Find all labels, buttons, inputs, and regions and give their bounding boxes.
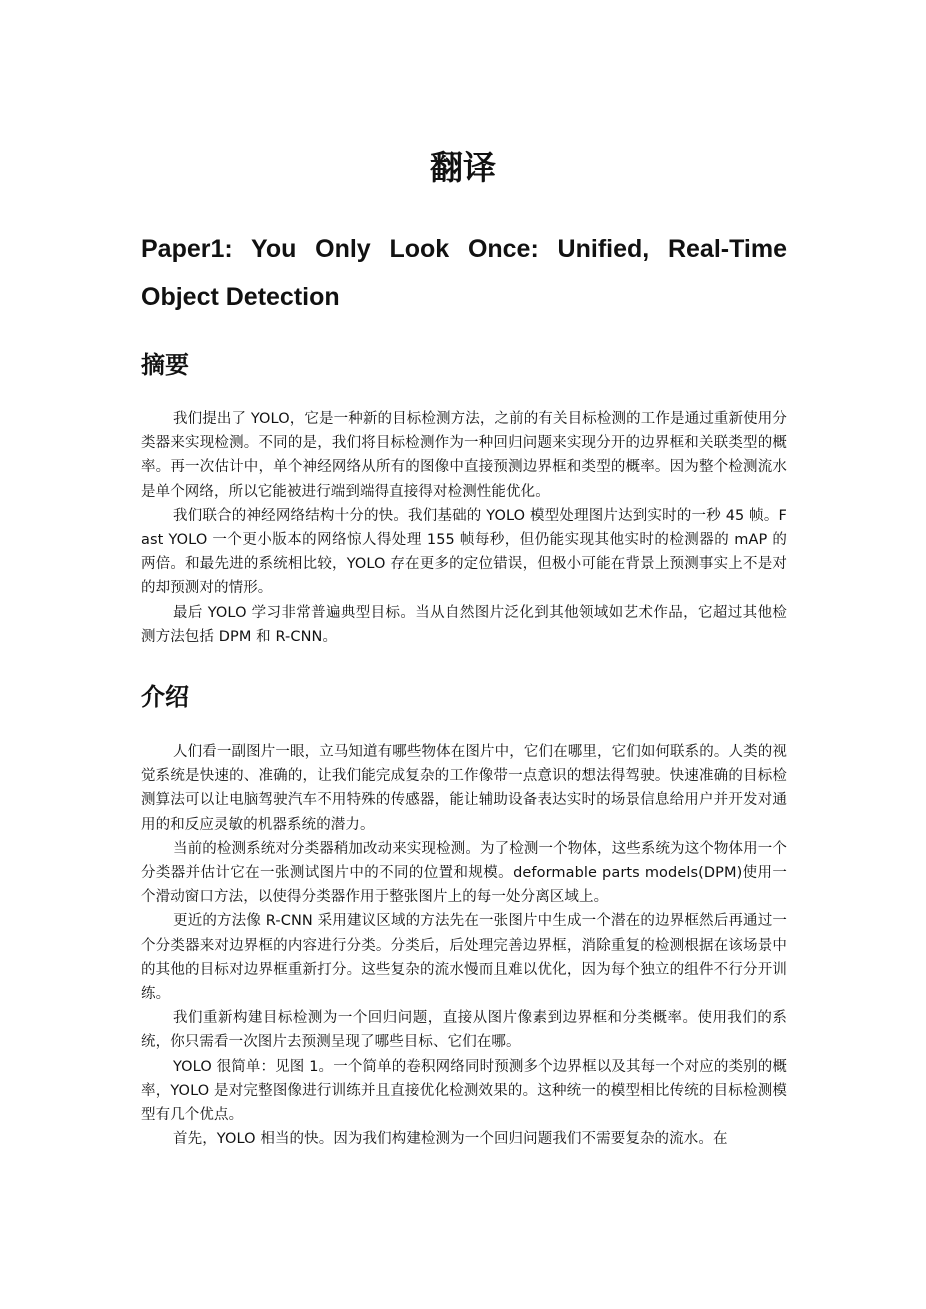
abstract-paragraph-1: 我们提出了 YOLO，它是一种新的目标检测方法，之前的有关目标检测的工作是通过重新使用分类器来实现检测。不同的是，我们将目标检测作为一种回归问题来实现分开的边界框和关联类型的概率。再一次估计中，单个神经网络从所有的图像中直接预测边界框和类型的概率。因为整个检测流水是单个网络，所以它能被进行端到端得直接得对检测性能优化。 [141, 411, 787, 500]
paper-title: Paper1: You Only Look Once: Unified, Real-Time Object Detection [141, 235, 787, 311]
introduction-paragraph-2: 当前的检测系统对分类器稍加改动来实现检测。为了检测一个物体，这些系统为这个物体用一个分类器并估计它在一张测试图片中的不同的位置和规模。deformable parts models(DPM)使用一个滑动窗口方法，以使得分类器作用于整张图片上的每一处分离区域上。 [141, 840, 787, 906]
introduction-paragraph-1: 人们看一副图片一眼，立马知道有哪些物体在图片中，它们在哪里，它们如何联系的。人类的视觉系统是快速的、准确的，让我们能完成复杂的工作像带一点意识的想法得驾驶。快速准确的目标检测算法可以让电脑驾驶汽车不用特殊的传感器，能让辅助设备表达实时的场景信息给用户并开发对通用的和反应灵敏的机器系统的潜力。 [141, 744, 787, 833]
abstract-paragraph-2: 我们联合的神经网络结构十分的快。我们基础的 YOLO 模型处理图片达到实时的一秒 45 帧。Fast YOLO 一个更小版本的网络惊人得处理 155 帧每秒，但仍能实现其他实时的检测器的 mAP 的两倍。和最先进的系统相比较，YOLO 存在更多的定位错误，但极小可能在背景上预测事实上不是对的却预测对的情形。 [141, 507, 787, 597]
introduction-paragraph-4: 我们重新构建目标检测为一个回归问题，直接从图片像素到边界框和分类概率。使用我们的系统，你只需看一次图片去预测呈现了哪些目标、它们在哪。 [141, 1010, 787, 1051]
introduction-paragraph-6: 首先，YOLO 相当的快。因为我们构建检测为一个回归问题我们不需要复杂的流水。在 [173, 1131, 728, 1148]
introduction-paragraph-5: YOLO 很简单：见图 1。一个简单的卷积网络同时预测多个边界框以及其每一个对应的类别的概率，YOLO 是对完整图像进行训练并且直接优化检测效果的。这种统一的模型相比传统的目标检测模型有几个优点。 [141, 1058, 787, 1124]
introduction-heading: 介绍 [141, 682, 189, 711]
document-title: 翻译 [430, 148, 496, 187]
introduction-body [141, 740, 787, 1151]
abstract-paragraph-3: 最后 YOLO 学习非常普遍典型目标。当从自然图片泛化到其他领域如艺术作品，它超过其他检测方法包括 DPM 和 R-CNN。 [141, 604, 787, 645]
introduction-paragraph-3: 更近的方法像 R-CNN 采用建议区域的方法先在一张图片中生成一个潜在的边界框然后再通过一个分类器来对边界框的内容进行分类。分类后，后处理完善边界框，消除重复的检测根据在该场景中的其他的目标对边界框重新打分。这些复杂的流水慢而且难以优化，因为每个独立的组件不行分开训练。 [141, 913, 787, 1003]
abstract-body [141, 407, 787, 649]
abstract-heading: 摘要 [141, 350, 189, 379]
